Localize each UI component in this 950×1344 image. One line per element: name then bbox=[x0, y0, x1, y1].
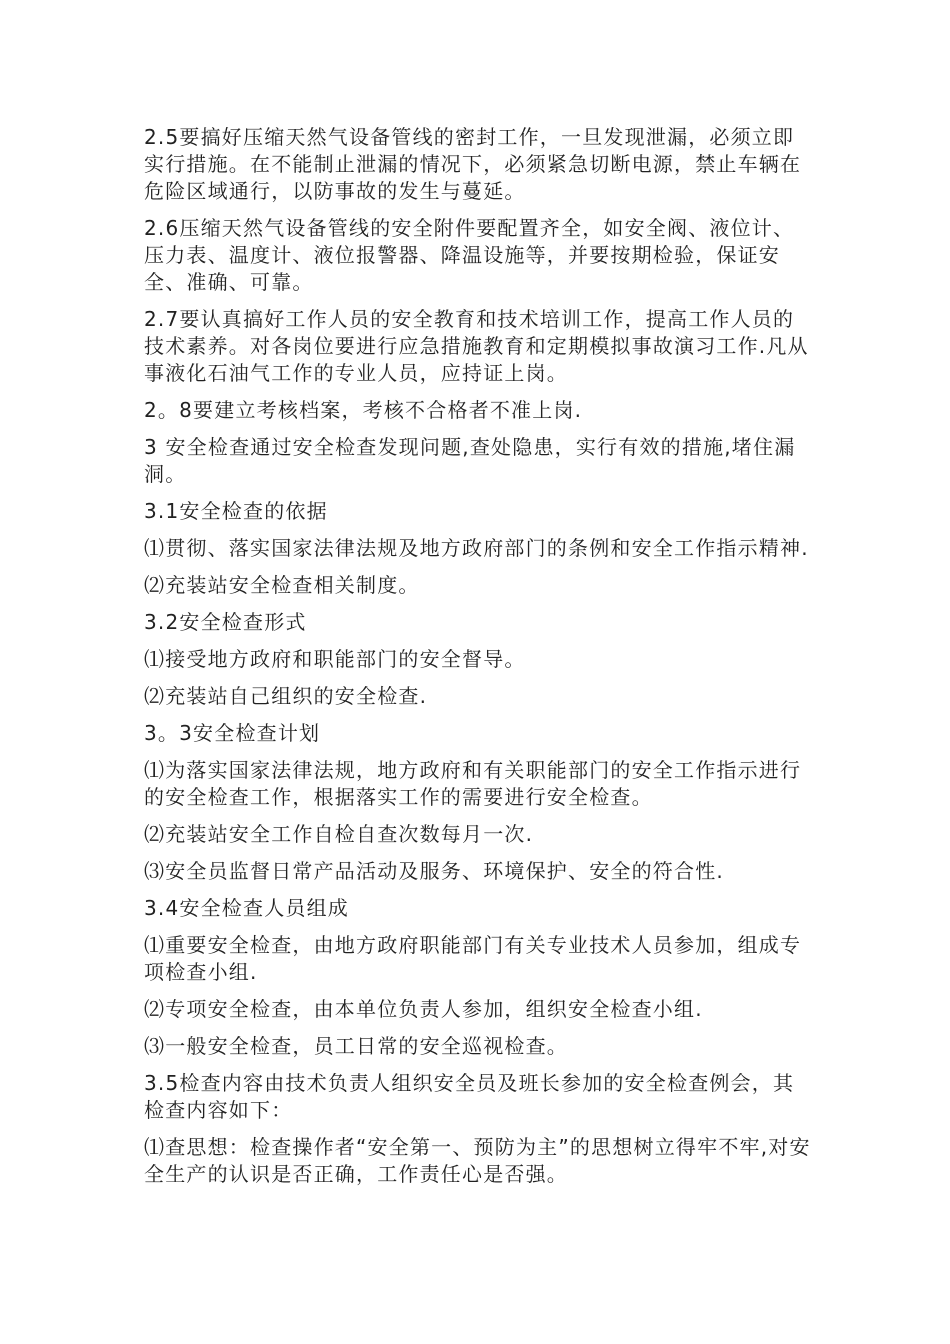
item-3-4-2: ⑵专项安全检查，由本单位负责人参加，组织安全检查小组. bbox=[144, 997, 703, 1021]
heading-3-4: 3.4安全检查人员组成 bbox=[144, 896, 350, 920]
heading-3-1: 3.1安全检查的依据 bbox=[144, 499, 328, 523]
item-3-2-1: ⑴接受地方政府和职能部门的安全督导。 bbox=[144, 647, 526, 671]
heading-3-2: 3.2安全检查形式 bbox=[144, 610, 307, 634]
paragraph-2-5: 2.5要搞好压缩天然气设备管线的密封工作，一旦发现泄漏，必须立即实行措施。在不能制止泄漏的情况下，必须紧急切断电源，禁止车辆在危险区域通行，以防事故的发生与蔓延。 bbox=[144, 125, 802, 203]
heading-3-3: 3。3安全检查计划 bbox=[144, 721, 321, 745]
item-3-3-3: ⑶安全员监督日常产品活动及服务、环境保护、安全的符合性. bbox=[144, 859, 724, 883]
paragraph-2-8: 2。8要建立考核档案，考核不合格者不准上岗. bbox=[144, 398, 583, 422]
item-3-1-2: ⑵充装站安全检查相关制度。 bbox=[144, 573, 420, 597]
paragraph-2-7: 2.7要认真搞好工作人员的安全教育和技术培训工作，提高工作人员的技术素养。对各岗位要进行应急措施教育和定期模拟事故演习工作.凡从事液化石油气工作的专业人员，应持证上岗。 bbox=[144, 307, 809, 385]
item-3-3-2: ⑵充装站安全工作自检自查次数每月一次. bbox=[144, 822, 534, 846]
item-3-4-3: ⑶一般安全检查，员工日常的安全巡视检查。 bbox=[144, 1034, 568, 1058]
item-3-1-1: ⑴贯彻、落实国家法律法规及地方政府部门的条例和安全工作指示精神. bbox=[144, 536, 809, 560]
item-3-3-1: ⑴为落实国家法律法规，地方政府和有关职能部门的安全工作指示进行的安全检查工作，根据落实工作的需要进行安全检查。 bbox=[144, 758, 802, 809]
item-3-4-1: ⑴重要安全检查，由地方政府职能部门有关专业技术人员参加，组成专项检查小组. bbox=[144, 933, 802, 984]
item-3-5-1: ⑴查思想：检查操作者“安全第一、预防为主”的思想树立得牢不牢,对安全生产的认识是否正确，工作责任心是否强。 bbox=[144, 1135, 811, 1186]
item-3-2-2: ⑵充装站自己组织的安全检查. bbox=[144, 684, 428, 708]
paragraph-2-6: 2.6压缩天然气设备管线的安全附件要配置齐全，如安全阀、液位计、压力表、温度计、液位报警器、降温设施等，并要按期检验，保证安全、准确、可靠。 bbox=[144, 216, 795, 294]
heading-3-5: 3.5检查内容由技术负责人组织安全员及班长参加的安全检查例会，其检查内容如下： bbox=[144, 1071, 795, 1122]
paragraph-3: 3 安全检查通过安全检查发现问题,查处隐患，实行有效的措施,堵住漏洞。 bbox=[144, 435, 796, 486]
document-body bbox=[144, 124, 814, 1198]
